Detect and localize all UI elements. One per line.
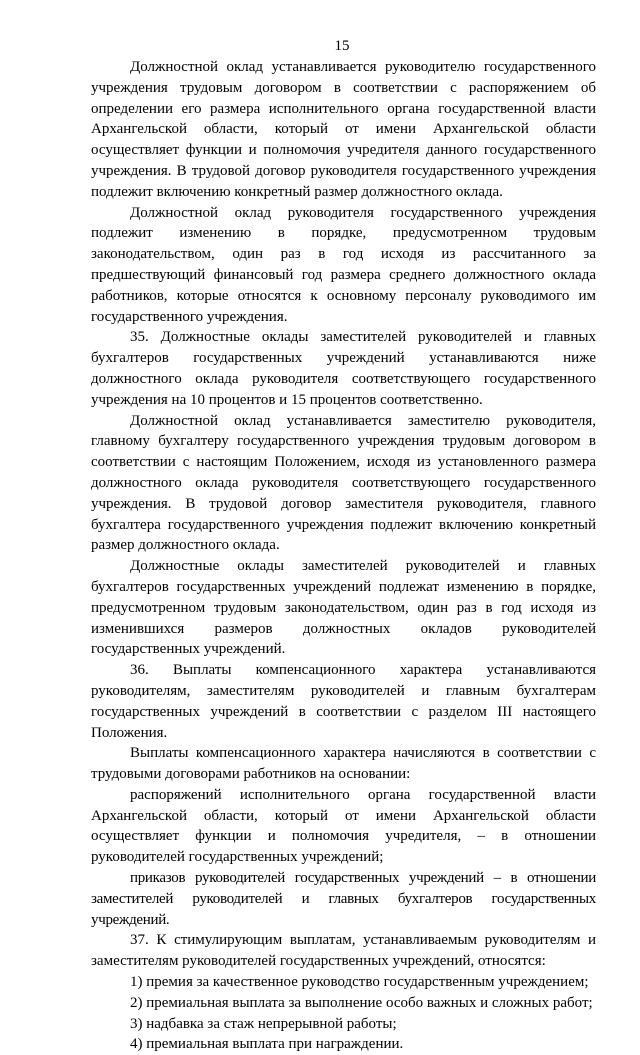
paragraph: Должностной оклад руководителя государственного учреждения подлежит изменению в порядке, предусмотренном трудовым законодательством, один раз в год исходя из рассчитанного за предшествующий финансовый год размера среднего должностного оклада работников, которые относятся к основному персоналу руководимого им государственного учреждения. [91,204,596,325]
paragraph: 36. Выплаты компенсационного характера устанавливаются руководителям, заместителям руководителей и главным бухгалтерам государственных учреждений в соответствии с разделом III настоящего Положения. [91,662,596,741]
paragraph: распоряжений исполнительного органа государственной власти Архангельской области, который от имени Архангельской области осуществляет функции и полномочия учредителя, – в отношении руководителей государственных учреждений; [91,786,596,866]
paragraph: Должностной оклад устанавливается руководителю государственного учреждения трудовым договором в соответствии с распоряжением об определении его размера исполнительного органа государственной власти Архангельской области, который от имени Архангельской области осуществляет функции и полномочия учредителя данного государственного учреждения. В трудовой договор руководителя государственного учреждения подлежит включению конкретный размер должностного оклада. [91,59,596,200]
document-body [91,57,596,1055]
page-number: 15 [334,38,350,54]
paragraph: Должностной оклад устанавливается заместителю руководителя, главному бухгалтеру государственного учреждения трудовым договором в соответствии с настоящим Положением, исходя из установленного размера должностного оклада руководителя соответствующего государственного учреждения. В трудовой договор заместителя руководителя, главного бухгалтера государственного учреждения подлежит включению конкретный размер должностного оклада. [91,412,596,554]
list-item: 4) премиальная выплата при награждении. [130,1036,404,1053]
paragraph: 37. К стимулирующим выплатам, устанавливаемым руководителям и заместителям руководителей государственных учреждений, относятся: [91,932,596,970]
list-item: 2) премиальная выплата за выполнение особо важных и сложных работ; [130,994,593,1011]
paragraph: Должностные оклады заместителей руководителей и главных бухгалтеров государственных учреждений подлежат изменению в порядке, предусмотренном трудовым законодательством, один раз в год исходя из изменившихся размеров должностных окладов руководителей государственных учреждений. [91,558,596,658]
list-item: 1) премия за качественное руководство государственным учреждением; [130,974,589,991]
paragraph: приказов руководителей государственных учреждений – в отношении заместителей руководителей и главных бухгалтеров государственных учреждений. [91,870,596,928]
list-item: 3) надбавка за стаж непрерывной работы; [130,1015,397,1032]
paragraph: 35. Должностные оклады заместителей руководителей и главных бухгалтеров государственных учреждений устанавливаются ниже должностного оклада руководителя соответствующего государственного учреждения на 10 процентов и 15 процентов соответственно. [91,329,596,408]
paragraph: Выплаты компенсационного характера начисляются в соответствии с трудовыми договорами работников на основании: [91,745,596,783]
